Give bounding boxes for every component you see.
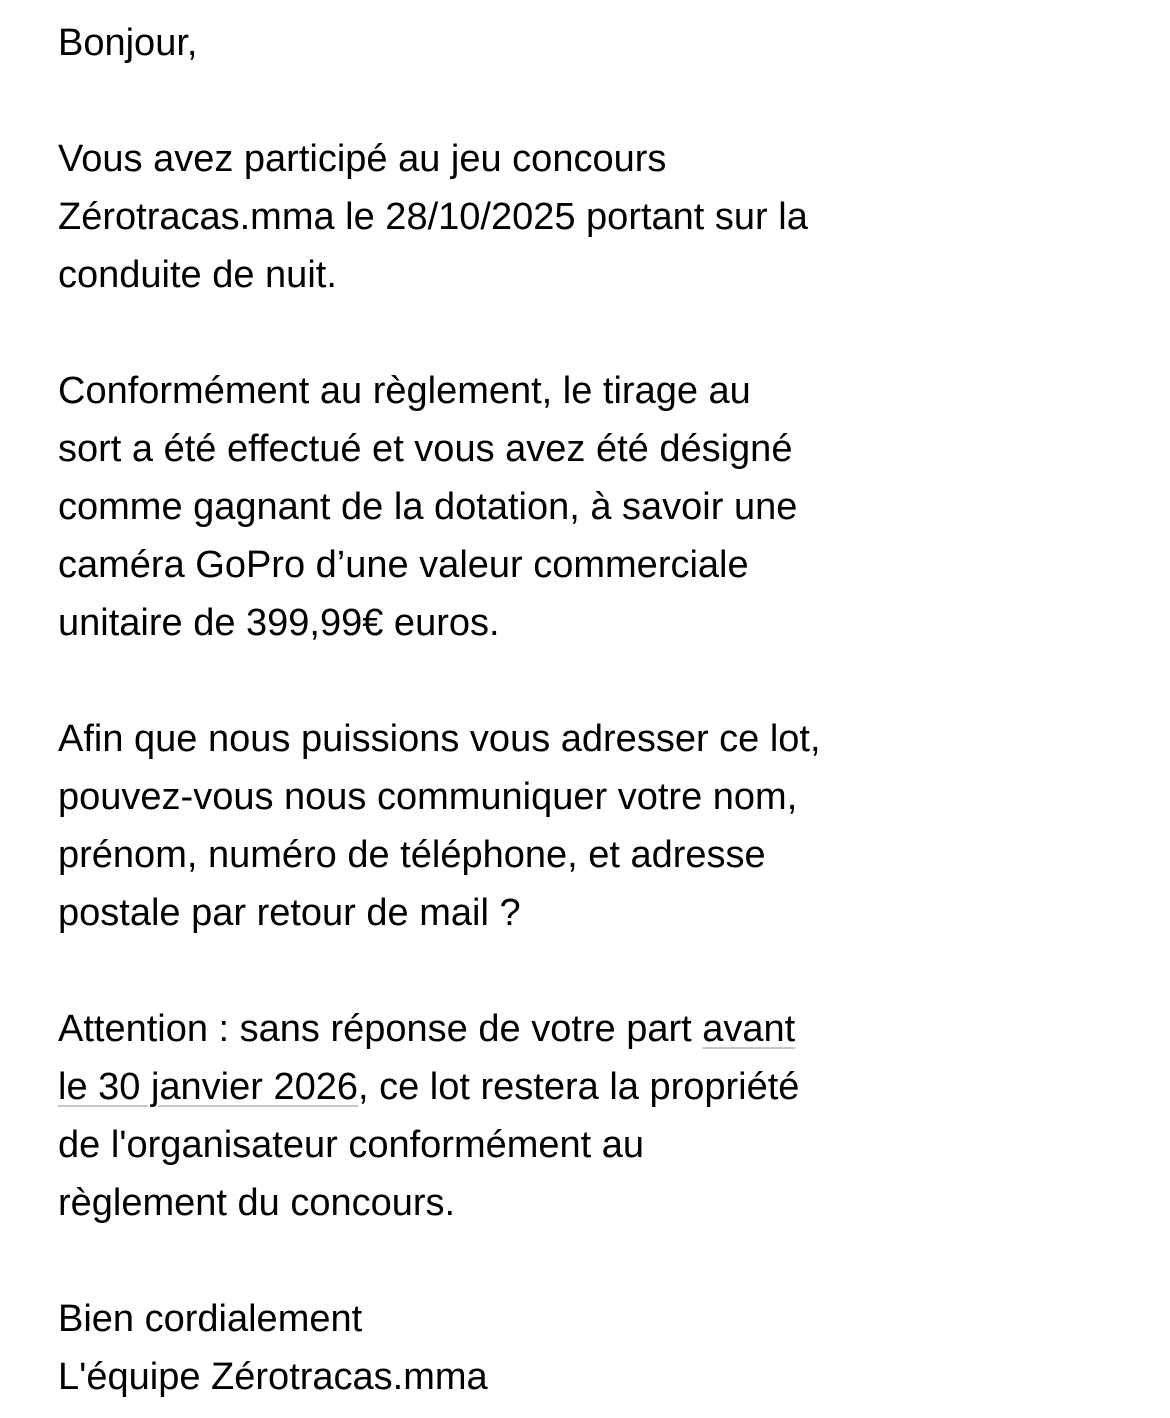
- spacer: [58, 942, 938, 1000]
- deadline-suffix-text: , ce lot restera la propriété: [358, 1066, 800, 1108]
- email-body: [58, 14, 938, 1406]
- signoff: Bien cordialement: [58, 1298, 363, 1340]
- paragraph-2-line-3: comme gagnant de la dotation, à savoir une: [58, 486, 798, 528]
- paragraph-1-line-2: Zérotracas.mma le 28/10/2025 portant sur la: [58, 196, 808, 238]
- deadline-date-link-part-1[interactable]: avant: [702, 1008, 796, 1050]
- paragraph-3-line-1: Afin que nous puissions vous adresser ce lot,: [58, 718, 821, 760]
- signature: L'équipe Zérotracas.mma: [58, 1356, 488, 1398]
- spacer: [58, 652, 938, 710]
- paragraph-2-line-2: sort a été effectué et vous avez été désigné: [58, 428, 793, 470]
- deadline-date-link-part-2[interactable]: le 30 janvier 2026: [58, 1066, 358, 1108]
- paragraph-2-line-5: unitaire de 399,99€ euros.: [58, 602, 500, 644]
- paragraph-1-line-3: conduite de nuit.: [58, 254, 337, 296]
- paragraph-3-line-3: prénom, numéro de téléphone, et adresse: [58, 834, 766, 876]
- paragraph-1-line-1: Vous avez participé au jeu concours: [58, 138, 667, 180]
- paragraph-4-line-2: [58, 1058, 938, 1116]
- greeting: Bonjour,: [58, 22, 198, 64]
- paragraph-4-line-1: [58, 1000, 938, 1058]
- paragraph-2-line-4: caméra GoPro d’une valeur commerciale: [58, 544, 749, 586]
- paragraph-2-line-1: Conformément au règlement, le tirage au: [58, 370, 751, 412]
- attention-text: Attention : sans réponse de votre part: [58, 1008, 703, 1050]
- paragraph-3-line-2: pouvez-vous nous communiquer votre nom,: [58, 776, 798, 818]
- paragraph-3-line-4: postale par retour de mail ?: [58, 892, 521, 934]
- spacer: [58, 304, 938, 362]
- paragraph-4-line-4: règlement du concours.: [58, 1182, 456, 1224]
- spacer: [58, 72, 938, 130]
- spacer: [58, 1232, 938, 1290]
- paragraph-4-line-3: de l'organisateur conformément au: [58, 1124, 645, 1166]
